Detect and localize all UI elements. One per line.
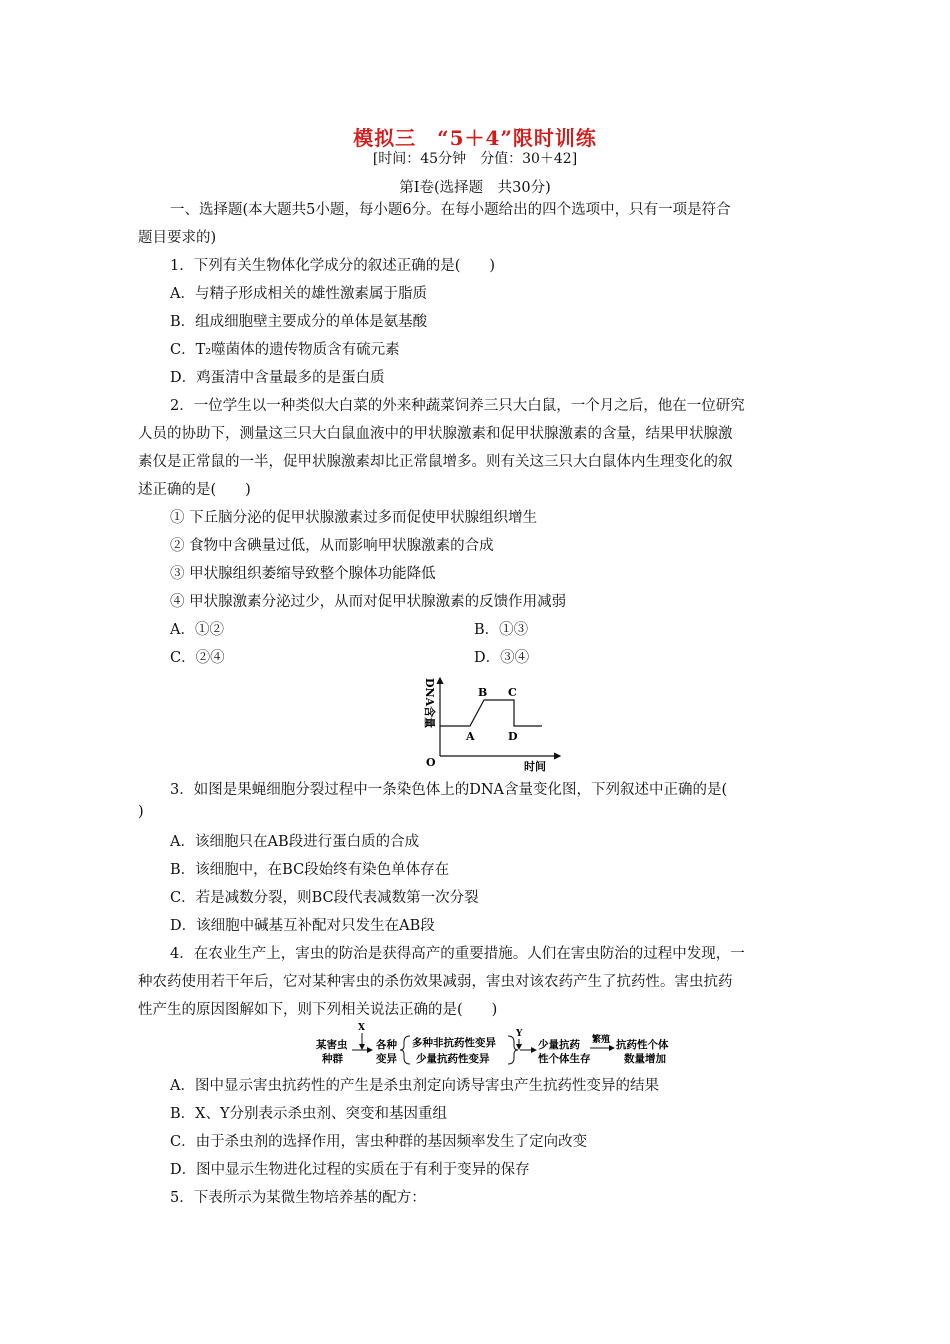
q4-stem: 4．在农业生产上，害虫的防治是获得高产的重要措施。人们在害虫防治的过程中发现，一 [170, 946, 745, 962]
node-non-resistant-variations: 多种非抗药性变异 [412, 1037, 496, 1049]
label-x: X [358, 1023, 365, 1033]
label-reproduction: 繁殖 [592, 1035, 611, 1045]
q3-option-a: A．该细胞只在AB段进行蛋白质的合成 [170, 834, 420, 850]
q1-option-d: D．鸡蛋清中含量最多的是蛋白质 [170, 370, 385, 386]
node-resistant-increase: 抗药性个体 [616, 1039, 669, 1051]
intro-line: 题目要求的) [138, 230, 217, 246]
node-resistant-survivors: 性个体生存 [538, 1053, 591, 1065]
dna-content-curve [440, 700, 542, 726]
q4-option-c: C．由于杀虫剂的选择作用，害虫种群的基因频率发生了定向改变 [170, 1134, 588, 1150]
q2-stem: 素仅是正常鼠的一半，促甲状腺激素却比正常鼠增多。则有关这三只大白鼠体内生理变化的叙 [138, 454, 733, 470]
q2-statement: ① 下丘脑分泌的促甲状腺激素过多而促使甲状腺组织增生 [170, 510, 538, 526]
section-heading: 第Ⅰ卷(选择题 共30分) [399, 180, 551, 196]
q4-option-a: A．图中显示害虫抗药性的产生是杀虫剂定向诱导害虫产生抗药性变异的结果 [170, 1078, 659, 1094]
q2-stem: 人员的协助下，测量这三只大白鼠血液中的甲状腺激素和促甲状腺激素的含量，结果甲状腺激 [138, 426, 733, 442]
q1-stem: 1．下列有关生物体化学成分的叙述正确的是( ) [170, 258, 496, 274]
q3-stem: ) [138, 804, 144, 820]
right-brace [508, 1036, 518, 1064]
resistance-flow-diagram [308, 1022, 718, 1074]
q1-option-c: C．T₂噬菌体的遗传物质含有硫元素 [170, 342, 400, 358]
time-score-info: [时间：45分钟 分值：30＋42] [372, 151, 578, 167]
dna-content-graph [420, 674, 570, 774]
point-b-label: B [478, 686, 488, 699]
x-axis-label: 时间 [524, 760, 546, 773]
label-y: Y [516, 1029, 523, 1039]
node-pest-population: 种群 [322, 1053, 343, 1065]
page-title: 模拟三 “5＋4”限时训练 [353, 126, 597, 150]
intro-line: 一、选择题(本大题共5小题，每小题6分。在每小题给出的四个选项中，只有一项是符合 [170, 202, 731, 218]
q3-stem: 3．如图是果蝇细胞分裂过程中一条染色体上的DNA含量变化图，下列叙述中正确的是( [170, 782, 728, 798]
q4-option-b: B．X、Y分别表示杀虫剂、突变和基因重组 [170, 1106, 448, 1122]
q3-option-c: C．若是减数分裂，则BC段代表减数第一次分裂 [170, 890, 479, 906]
q3-option-d: D．该细胞中碱基互补配对只发生在AB段 [170, 918, 435, 934]
point-a-label: A [466, 730, 475, 743]
q2-option-c: C．②④ [170, 650, 225, 666]
node-pest-population: 某害虫 [316, 1039, 348, 1051]
q2-option-d: D．③④ [474, 650, 530, 666]
q2-statement: ④ 甲状腺激素分泌过少，从而对促甲状腺激素的反馈作用减弱 [170, 594, 567, 610]
q1-option-b: B．组成细胞壁主要成分的单体是氨基酸 [170, 314, 428, 330]
node-resistant-variations: 少量抗药性变异 [416, 1053, 490, 1065]
q5-stem: 5．下表所示为某微生物培养基的配方： [170, 1190, 426, 1206]
point-d-label: D [508, 730, 518, 743]
q2-stem: 2．一位学生以一种类似大白菜的外来种蔬菜饲养三只大白鼠，一个月之后，他在一位研究 [170, 398, 745, 414]
q4-option-d: D．图中显示生物进化过程的实质在于有利于变异的保存 [170, 1162, 530, 1178]
q1-option-a: A．与精子形成相关的雄性激素属于脂质 [170, 286, 427, 302]
q2-stem: 述正确的是( ) [138, 482, 251, 498]
y-axis-label: DNA含量 [423, 678, 436, 729]
q2-statement: ② 食物中含碘量过低，从而影响甲状腺激素的合成 [170, 538, 494, 554]
q3-option-b: B．该细胞中，在BC段始终有染色单体存在 [170, 862, 450, 878]
point-c-label: C [508, 686, 517, 699]
node-variations: 变异 [376, 1053, 397, 1065]
origin-label: O [426, 756, 436, 769]
node-resistant-survivors: 少量抗药 [538, 1039, 580, 1051]
q2-statement: ③ 甲状腺组织萎缩导致整个腺体功能降低 [170, 566, 436, 582]
node-resistant-increase: 数量增加 [624, 1053, 666, 1065]
left-brace [400, 1036, 410, 1064]
q2-option-b: B．①③ [474, 622, 529, 638]
node-variations: 各种 [376, 1039, 397, 1051]
q4-stem: 性产生的原因图解如下，则下列相关说法正确的是( ) [138, 1002, 498, 1018]
q4-stem: 种农药使用若干年后，它对某种害虫的杀伤效果减弱，害虫对该农药产生了抗药性。害虫抗药 [138, 974, 733, 990]
q2-option-a: A．①② [170, 622, 224, 638]
